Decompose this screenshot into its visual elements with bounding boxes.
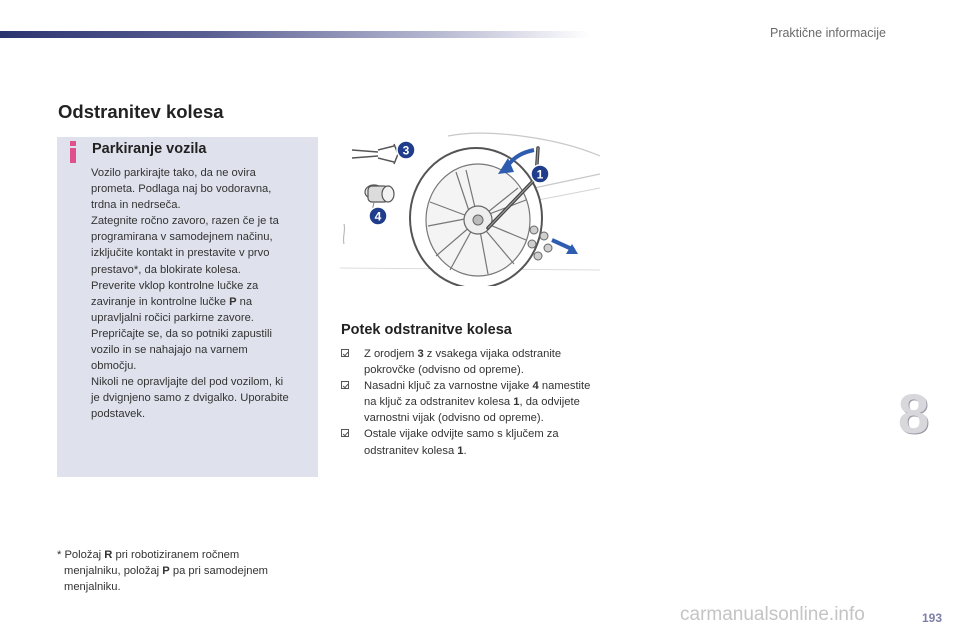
procedure-step: Nasadni ključ za varnostne vijake 4 namestite na ključ za odstranitev kolesa 1, da odvijete varnostni vijak (odvisno od opreme). [341,378,601,426]
header-gradient-bar [0,31,590,38]
info-box-body: Vozilo parkirajte tako, da ne ovira prometa. Podlaga naj bo vodoravna, trdna in nedrseča. Zategnite ročno zavoro, razen če je ta programirana v samodejnem načinu, izključite kontakt in prestavite v prvo prestavo*, da blokirate kolesa. Preverite vklop kontrolne lučke za zaviranje in kontrolne lučke P na upravljalni ročici parkirne zavore. Prepričajte se, da so potniki zapustili vozilo in se nahajajo na varnem območju. Nikoli ne opravljajte del pod vozilom, ki je dvignjeno samo z dvigalko. Uporabite podstavek. [91,167,289,421]
section-header: Praktične informacije [769,26,886,40]
info-icon [70,141,76,163]
callout-4: 4 [374,209,382,224]
checkbox-bullet-icon [341,349,349,357]
callout-1: 1 [536,167,544,182]
checkbox-bullet-icon [341,429,349,437]
procedure-steps [341,346,601,459]
callout-3: 3 [402,143,410,158]
info-box-heading: Parkiranje vozila [92,141,207,157]
chapter-number: 8 [898,382,930,445]
procedure-step: Ostale vijake odvijte samo s ključem za odstranitev kolesa 1. [341,426,601,458]
procedure-heading: Potek odstranitve kolesa [341,322,512,338]
watermark: carmanualsonline.info [680,604,865,625]
page-title: Odstranitev kolesa [58,101,224,122]
footnote: * Položaj R pri robotiziranem ročnem menjalniku, položaj P pa pri samodejnem menjalniku. [57,549,268,594]
wheel-removal-illustration [338,128,604,286]
procedure-step: Z orodjem 3 z vsakega vijaka odstranite pokrovčke (odvisno od opreme). [341,346,601,378]
checkbox-bullet-icon [341,381,349,389]
page-number: 193 [921,611,942,625]
